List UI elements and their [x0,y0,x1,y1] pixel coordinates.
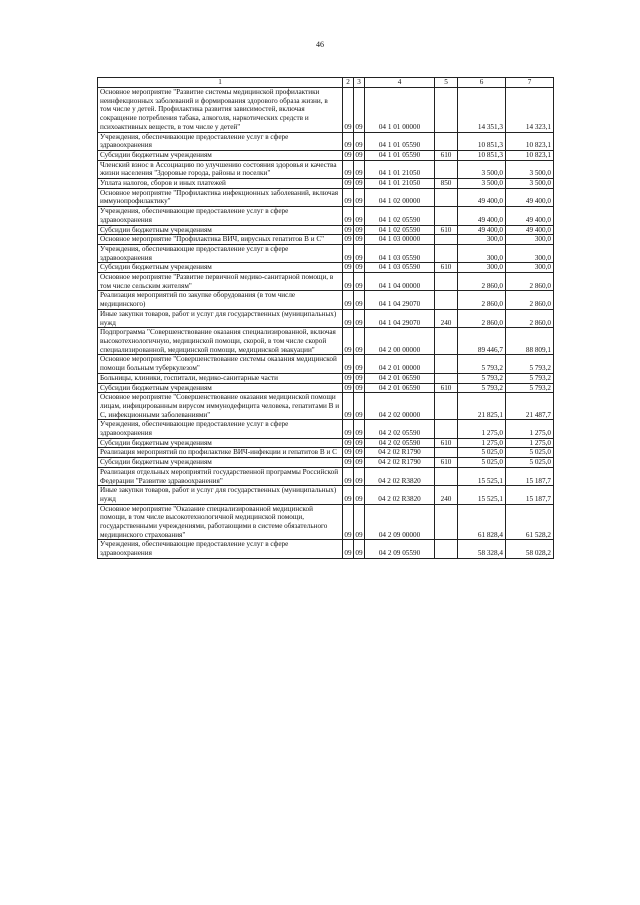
row-amount-2: 49 400,0 [506,207,554,225]
row-name: Субсидии бюджетным учреждениям [98,383,343,393]
row-subsection: 09 [354,132,365,150]
row-amount-1: 14 351,3 [458,88,506,133]
row-amount-1: 49 400,0 [458,188,506,206]
row-amount-1: 10 851,3 [458,132,506,150]
row-section: 09 [343,291,354,309]
row-expense-type [435,291,458,309]
row-section: 09 [343,244,354,262]
row-target-code: 04 2 02 R1790 [365,458,435,468]
row-subsection: 09 [354,244,365,262]
row-amount-2: 58 028,2 [506,540,554,558]
row-expense-type [435,540,458,558]
row-target-code: 04 1 04 29070 [365,291,435,309]
row-amount-2: 3 500,0 [506,179,554,189]
row-expense-type [435,132,458,150]
table-header-row [98,78,554,88]
table-row [98,244,554,262]
row-amount-2: 5 793,2 [506,355,554,373]
row-section: 09 [343,504,354,540]
row-expense-type [435,448,458,458]
row-subsection: 09 [354,355,365,373]
row-name: Основное мероприятие "Совершенствование системы оказания медицинской помощи больным туберкулезом" [98,355,343,373]
row-amount-1: 61 828,4 [458,504,506,540]
row-subsection: 09 [355,373,363,382]
row-subsection: 09 [354,207,365,225]
row-expense-type [435,273,458,291]
row-amount-2: 300,0 [506,244,554,262]
row-amount-1: 15 525,1 [458,486,506,504]
row-subsection: 09 [354,486,365,504]
row-expense-type: 850 [435,179,458,189]
row-section: 09 [344,448,352,457]
header-col-7: 7 [506,78,554,88]
row-target-code: 04 1 01 21050 [365,179,435,189]
row-expense-type: 240 [435,486,458,504]
header-col-1: 1 [98,78,343,88]
row-expense-type [435,373,458,383]
row-amount-2: 2 860,0 [506,309,554,327]
row-section: 09 [343,355,354,373]
row-name: Основное мероприятие "Совершенствование оказания медицинской помощи лицам, инфицированным вирусом иммунодефицита человека, гепатитами В и С, инфекционными заболеваниями" [98,393,343,420]
row-subsection: 09 [355,458,363,467]
budget-table-container [97,77,553,559]
row-amount-1: 49 400,0 [458,207,506,225]
page-number: 46 [316,40,324,49]
row-amount-2: 300,0 [506,263,554,273]
row-section: 09 [344,225,352,234]
row-amount-2: 10 823,1 [506,132,554,150]
row-subsection: 09 [354,160,365,178]
row-target-code: 04 1 01 00000 [365,88,435,133]
row-name: Основное мероприятие "Развитие системы медицинской профилактики неинфекционных заболеваний и формирования здорового образа жизни, в том числе у детей. Профилактика развития зависимостей, включая сокращение потребления табака, алкоголя, наркотических средств и психоактивных веществ, в том числе у детей" [98,88,343,133]
row-subsection: 09 [355,383,363,392]
row-expense-type [435,467,458,485]
table-row [98,179,554,189]
row-target-code: 04 2 00 00000 [365,328,435,355]
row-name: Субсидии бюджетным учреждениям [98,225,343,235]
row-section: 09 [344,150,352,159]
row-amount-1: 2 860,0 [458,273,506,291]
budget-table [97,77,554,559]
header-col-5: 5 [435,78,458,88]
row-expense-type [435,160,458,178]
table-row [98,309,554,327]
row-expense-type [435,328,458,355]
header-col-6: 6 [458,78,506,88]
row-section: 09 [343,328,354,355]
row-expense-type: 610 [435,458,458,468]
row-name: Учреждения, обеспечивающие предоставление услуг в сфере здравоохранения [98,132,343,150]
row-target-code: 04 2 02 R1790 [365,448,435,458]
table-row [98,420,554,438]
row-amount-2: 2 860,0 [506,273,554,291]
table-row [98,383,554,393]
row-amount-1: 1 275,0 [458,420,506,438]
row-name: Членский взнос в Ассоциацию по улучшению состояния здоровья и качества жизни населения "Здоровые города, районы и поселки" [98,160,343,178]
row-amount-2: 49 400,0 [506,225,554,235]
row-amount-2: 49 400,0 [506,188,554,206]
row-amount-1: 3 500,0 [458,160,506,178]
row-target-code: 04 2 01 06590 [365,373,435,383]
table-row [98,393,554,420]
row-amount-2: 2 860,0 [506,291,554,309]
row-amount-1: 3 500,0 [458,179,506,189]
row-subsection: 09 [354,420,365,438]
row-expense-type: 610 [435,383,458,393]
row-subsection: 09 [355,150,363,159]
row-expense-type [435,355,458,373]
row-target-code: 04 2 02 R3820 [365,486,435,504]
row-subsection: 09 [355,179,363,188]
row-name: Субсидии бюджетным учреждениям [98,150,343,160]
row-amount-2: 3 500,0 [506,160,554,178]
table-row [98,273,554,291]
row-target-code: 04 2 09 00000 [365,504,435,540]
row-section: 09 [343,393,354,420]
row-subsection: 09 [354,467,365,485]
row-section: 09 [344,383,352,392]
row-amount-2: 14 323,1 [506,88,554,133]
table-row [98,207,554,225]
row-subsection: 09 [355,225,363,234]
row-expense-type [435,420,458,438]
row-section: 09 [343,420,354,438]
table-body [98,88,554,559]
row-amount-1: 2 860,0 [458,291,506,309]
table-row [98,235,554,245]
row-target-code: 04 1 02 00000 [365,188,435,206]
row-expense-type [435,393,458,420]
row-amount-1: 5 793,2 [458,373,506,383]
row-name: Субсидии бюджетным учреждениям [98,263,343,273]
row-expense-type: 610 [435,438,458,448]
row-name: Субсидии бюджетным учреждениям [98,458,343,468]
table-row [98,486,554,504]
table-row [98,467,554,485]
row-target-code: 04 2 02 00000 [365,393,435,420]
row-amount-1: 58 328,4 [458,540,506,558]
row-target-code: 04 2 02 R3820 [365,467,435,485]
row-section: 09 [343,207,354,225]
row-name: Реализация мероприятий по закупке оборудования (в том числе медицинского) [98,291,343,309]
row-section: 09 [344,438,352,447]
row-expense-type: 610 [435,263,458,273]
table-row [98,150,554,160]
table-row [98,88,554,133]
row-name: Учреждения, обеспечивающие предоставление услуг в сфере здравоохранения [98,207,343,225]
table-row [98,188,554,206]
row-target-code: 04 2 09 05590 [365,540,435,558]
row-subsection: 09 [354,393,365,420]
row-expense-type [435,207,458,225]
table-row [98,504,554,540]
table-row [98,291,554,309]
row-amount-2: 10 823,1 [506,150,554,160]
row-amount-2: 1 275,0 [506,438,554,448]
row-target-code: 04 1 04 00000 [365,273,435,291]
row-amount-2: 61 528,2 [506,504,554,540]
row-target-code: 04 2 01 06590 [365,383,435,393]
row-name: Реализация мероприятий по профилактике ВИЧ-инфекции и гепатитов В и С [98,448,343,458]
row-section: 09 [344,373,352,382]
row-amount-2: 15 187,7 [506,467,554,485]
row-expense-type [435,235,458,245]
row-amount-2: 5 793,2 [506,373,554,383]
row-subsection: 09 [355,263,363,272]
row-name: Учреждения, обеспечивающие предоставление услуг в сфере здравоохранения [98,420,343,438]
row-amount-1: 5 025,0 [458,448,506,458]
row-target-code: 04 1 01 05590 [365,150,435,160]
row-amount-1: 5 793,2 [458,383,506,393]
row-amount-1: 89 446,7 [458,328,506,355]
row-subsection: 09 [355,438,363,447]
row-amount-1: 1 275,0 [458,438,506,448]
row-subsection: 09 [354,504,365,540]
row-target-code: 04 1 04 29070 [365,309,435,327]
row-amount-1: 15 525,1 [458,467,506,485]
row-amount-2: 88 809,1 [506,328,554,355]
row-section: 09 [344,179,352,188]
row-expense-type: 610 [435,150,458,160]
row-name: Иные закупки товаров, работ и услуг для государственных (муниципальных) нужд [98,309,343,327]
row-name: Основное мероприятие "Профилактика ВИЧ, вирусных гепатитов В и С" [98,235,343,245]
row-target-code: 04 1 03 05590 [365,244,435,262]
row-target-code: 04 1 02 05590 [365,207,435,225]
row-subsection: 09 [355,235,363,244]
row-section: 09 [343,132,354,150]
row-subsection: 09 [354,188,365,206]
row-amount-2: 1 275,0 [506,420,554,438]
row-target-code: 04 1 02 05590 [365,225,435,235]
row-subsection: 09 [354,328,365,355]
row-section: 09 [343,467,354,485]
row-name: Реализация отдельных мероприятий государственной программы Российской Федерации "Развитие здравоохранения" [98,467,343,485]
row-expense-type [435,504,458,540]
row-name: Основное мероприятие "Оказание специализированной медицинской помощи, в том числе высокотехнологичной медицинской помощи, государственными учреждениями, работающими в системе обязательного медицинского страхования" [98,504,343,540]
row-section: 09 [343,540,354,558]
row-name: Учреждения, обеспечивающие предоставление услуг в сфере здравоохранения [98,244,343,262]
row-amount-2: 300,0 [506,235,554,245]
row-section: 09 [343,273,354,291]
row-amount-2: 5 025,0 [506,448,554,458]
row-section: 09 [343,486,354,504]
row-name: Учреждения, обеспечивающие предоставление услуг в сфере здравоохранения [98,540,343,558]
row-target-code: 04 2 02 05590 [365,438,435,448]
row-subsection: 09 [354,309,365,327]
row-target-code: 04 1 01 05590 [365,132,435,150]
row-target-code: 04 1 03 05590 [365,263,435,273]
row-section: 09 [343,160,354,178]
row-amount-1: 300,0 [458,263,506,273]
row-name: Основное мероприятие "Развитие первичной медико-санитарной помощи, в том числе сельским жителям" [98,273,343,291]
row-target-code: 04 1 01 21050 [365,160,435,178]
row-expense-type [435,188,458,206]
row-section: 09 [344,458,352,467]
row-expense-type: 240 [435,309,458,327]
row-amount-1: 5 793,2 [458,355,506,373]
row-amount-2: 5 025,0 [506,458,554,468]
table-row [98,225,554,235]
table-row [98,438,554,448]
row-amount-1: 5 025,0 [458,458,506,468]
table-row [98,355,554,373]
table-row [98,132,554,150]
row-subsection: 09 [354,88,365,133]
table-row [98,263,554,273]
row-subsection: 09 [355,448,363,457]
row-amount-1: 300,0 [458,235,506,245]
row-amount-1: 10 851,3 [458,150,506,160]
table-row [98,160,554,178]
row-subsection: 09 [354,273,365,291]
table-row [98,540,554,558]
header-col-4: 4 [365,78,435,88]
row-amount-1: 2 860,0 [458,309,506,327]
table-row [98,373,554,383]
row-section: 09 [343,309,354,327]
row-amount-2: 21 487,7 [506,393,554,420]
row-name: Иные закупки товаров, работ и услуг для государственных (муниципальных) нужд [98,486,343,504]
row-target-code: 04 1 03 00000 [365,235,435,245]
header-col-2: 2 [343,78,354,88]
header-col-3: 3 [354,78,365,88]
row-name: Больницы, клиники, госпитали, медико-санитарные части [98,373,343,383]
row-expense-type: 610 [435,225,458,235]
row-target-code: 04 2 01 00000 [365,355,435,373]
table-row [98,328,554,355]
row-amount-1: 300,0 [458,244,506,262]
row-subsection: 09 [354,540,365,558]
row-target-code: 04 2 02 05590 [365,420,435,438]
table-row [98,458,554,468]
row-section: 09 [344,263,352,272]
row-amount-2: 5 793,2 [506,383,554,393]
row-name: Уплата налогов, сборов и иных платежей [98,179,343,189]
row-expense-type [435,88,458,133]
row-section: 09 [343,88,354,133]
row-section: 09 [344,235,352,244]
row-section: 09 [343,188,354,206]
table-row [98,448,554,458]
row-subsection: 09 [354,291,365,309]
row-name: Подпрограмма "Совершенствование оказания специализированной, включая высокотехнологичную, медицинской помощи, скорой, в том числе скорой специализированной, медицинской помощи, медицинской эвакуации" [98,328,343,355]
row-amount-1: 49 400,0 [458,225,506,235]
row-amount-1: 21 825,1 [458,393,506,420]
row-amount-2: 15 187,7 [506,486,554,504]
row-name: Субсидии бюджетным учреждениям [98,438,343,448]
row-expense-type [435,244,458,262]
row-name: Основное мероприятие "Профилактика инфекционных заболеваний, включая иммунопрофилактику" [98,188,343,206]
